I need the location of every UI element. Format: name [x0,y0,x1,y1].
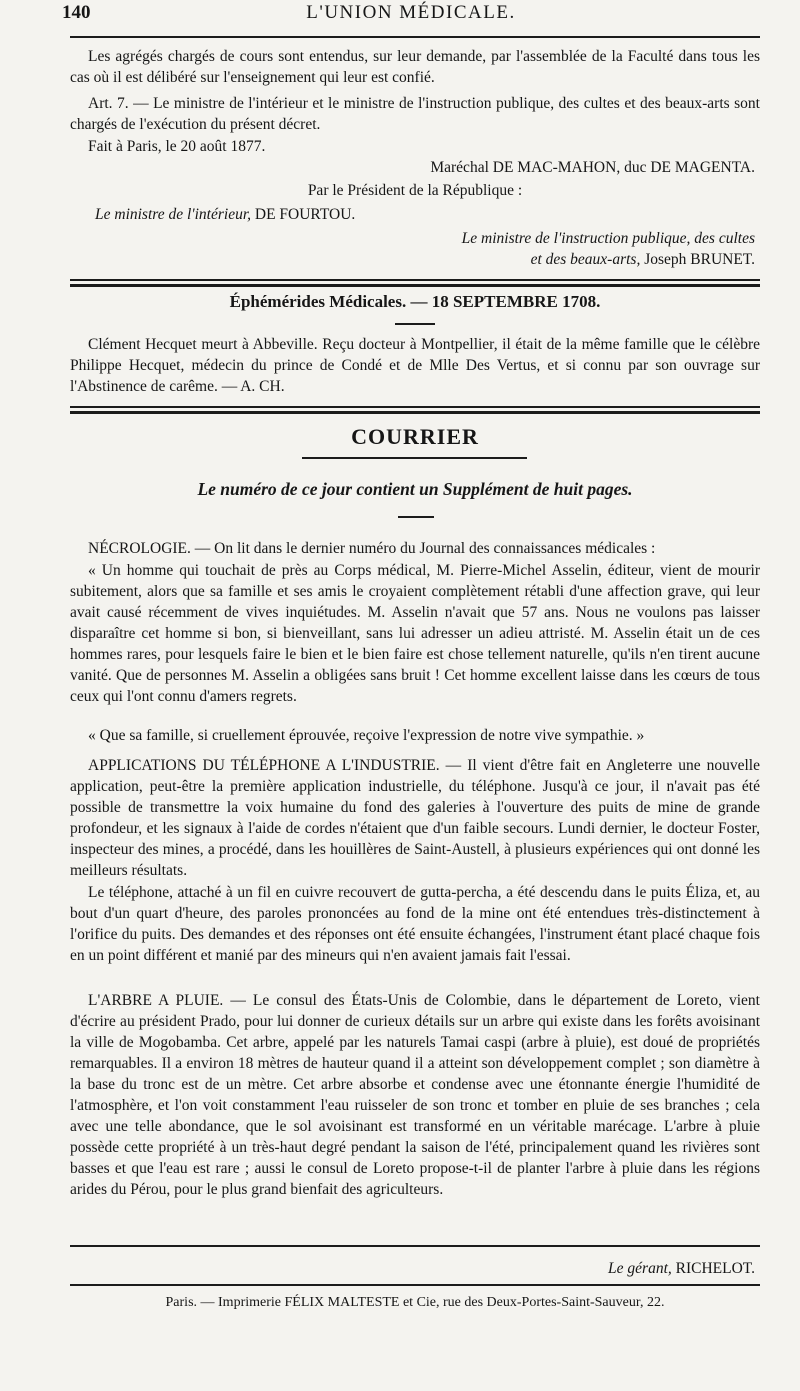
section-rule-top [70,279,760,281]
page-number: 140 [62,2,91,23]
journal-title: L'UNION MÉDICALE. [306,2,516,23]
decree-paragraph-1: Les agrégés chargés de cours sont entendus, sur leur demande, par l'assemblée de la Faculté dans tous les cas où il est délibéré sur l'enseignement qui leur est confié. [70,48,760,86]
arbre-paragraph [70,990,760,1200]
necrologie-label: NÉCROLOGIE. [88,540,191,557]
footer-rule-top [70,1245,760,1247]
courrier-rule-bottom [70,411,760,414]
ephemerides-text: Clément Hecquet meurt à Abbeville. Reçu docteur à Montpellier, il était de la même famille que le célèbre Philippe Hecquet, médecin du prince de Condé et de Mlle Des Vertus, et si connu par son ouvrage sur l'Abstinence de carême. — A. CH. [70,336,760,395]
signatory-name: Maréchal DE MAC-MAHON, duc DE MAGENTA. [430,159,755,176]
header-rule [70,36,760,38]
minister-instruction-title-2: et des beaux-arts, [530,251,641,268]
section-rule-bottom [70,284,760,287]
supplement-notice: Le numéro de ce jour contient un Supplément de huit pages. [197,479,633,499]
telephone-paragraph-1 [70,755,760,881]
gerant-name: RICHELOT. [675,1260,755,1277]
necrologie-intro [70,538,760,559]
gerant [608,1258,755,1279]
telephone-paragraph-2: Le téléphone, attaché à un fil en cuivre recouvert de gutta-percha, a été descendu dans le puits Éliza, et, au bout d'un quart d'heure, des paroles prononcées au fond de la mine ont été entendues très-distinctement à l'orifice du puits. Des demandes et des réponses ont été ensuite échangées, l'instrument étant placé chaque fois en un point différent et manié par des mineurs qui n'en avaient jamais fait l'essai. [70,884,760,964]
signatory [430,157,755,178]
decree-article-7: Art. 7. — Le ministre de l'intérieur et le ministre de l'instruction publique, des cultes et des beaux-arts sont chargés de l'exécution du présent décret. [70,95,760,133]
page-header [62,2,760,28]
courrier-heading: COURRIER [351,424,479,449]
courrier-underline [302,457,527,459]
telephone-label: APPLICATIONS DU TÉLÉPHONE A L'INDUSTRIE. [88,757,440,774]
arbre-text: — Le consul des États-Unis de Colombie, dans le département de Loreto, vient d'écrire au président Prado, pour lui donner de curieux détails sur un arbre qui existe dans les forêts avoisinant la ville de Mogobamba. Cet arbre, appelé par les naturels Tamai caspi (arbre à pluie), est doué de propriétés remarquables. Il a environ 18 mètres de hauteur quand il a atteint son développement complet ; son diamètre à la base du tronc est de un mètre. Cet arbre absorbe et condense avec une étonnante énergie l'humidité de l'atmosphère, et l'on voit constamment l'eau ruisseler de son tronc et tomber en pluie de ses branches ; cela avec une telle abondance, que le sol avoisinant est transformé en un véritable marécage. L'arbre à pluie possède cette propriété à un très-haut degré pendant la saison de l'été, principalement quand les rivières sont basses et que l'eau est rare ; aussi le consul de Loreto propose-t-il de planter l'arbre à pluie dans les régions arides du Pérou, pour le plus grand bienfait des agriculteurs. [70,992,760,1198]
gerant-label: Le gérant, [608,1260,672,1277]
necrologie-intro-text: — On lit dans le dernier numéro du Journal des connaissances médicales : [190,540,656,557]
decree-date: Fait à Paris, le 20 août 1877. [88,138,266,155]
by-president: Par le Président de la République : [307,182,523,199]
ephemerides-heading: Éphémérides Médicales. — 18 SEPTEMBRE 1708. [229,292,601,311]
arbre-label: L'ARBRE A PLUIE. [88,992,224,1009]
telephone-text-1: — Il vient d'être fait en Angleterre une nouvelle application, peut-être la première application industrielle, du téléphone. Jusqu'à ce jour, il n'avait pas été possible de transmettre la voix humaine du fond des galeries à l'ouverture des puits de mine de grande profondeur, et les signaux à l'aide de cordes n'étaient que d'un faible secours. Lundi dernier, le docteur Foster, inspecteur des mines, a procédé, dans les houillères de Saint-Austell, à plusieurs expériences qui ont donné les meilleurs résultats. [70,757,760,879]
printer-imprint: Paris. — Imprimerie FÉLIX MALTESTE et Cie, rue des Deux-Portes-Saint-Sauveur, 22. [165,1295,665,1310]
minister-interior [95,206,355,224]
minister-instruction-title: Le ministre de l'instruction publique, des cultes [461,230,755,247]
minister-interior-title: Le ministre de l'intérieur, [95,206,252,223]
minister-interior-name: DE FOURTOU. [254,206,356,223]
necrologie-quote: « Un homme qui touchait de près au Corps médical, M. Pierre-Michel Asselin, éditeur, vient de mourir subitement, alors que sa famille et ses amis le croyaient complètement rétabli d'une affection grave, qui leur avait causé récemment de vives inquiétudes. M. Asselin n'avait que 57 ans. Nous ne voulons pas laisser disparaître cet homme si bon, si bienveillant, sans lui adresser un adieu attristé. M. Asselin était un de ces hommes rares, pour lesquels faire le bien et le bien faire est chose tellement naturelle, qu'ils n'en tirent aucune vanité. Que de personnes M. Asselin a obligées sans bruit ! Cet homme excellent laisse dans les cœurs de tous ceux qui l'ont connu d'amers regrets. [70,562,760,705]
courrier-rule-top [70,406,760,408]
supplement-dash [398,516,434,518]
necrologie-end: « Que sa famille, si cruellement éprouvée, reçoive l'expression de notre vive sympathie. » [88,727,645,744]
ephemerides-dash [395,323,435,325]
footer-rule-bottom [70,1284,760,1286]
minister-instruction [462,228,755,270]
minister-instruction-name: Joseph BRUNET. [644,251,755,268]
